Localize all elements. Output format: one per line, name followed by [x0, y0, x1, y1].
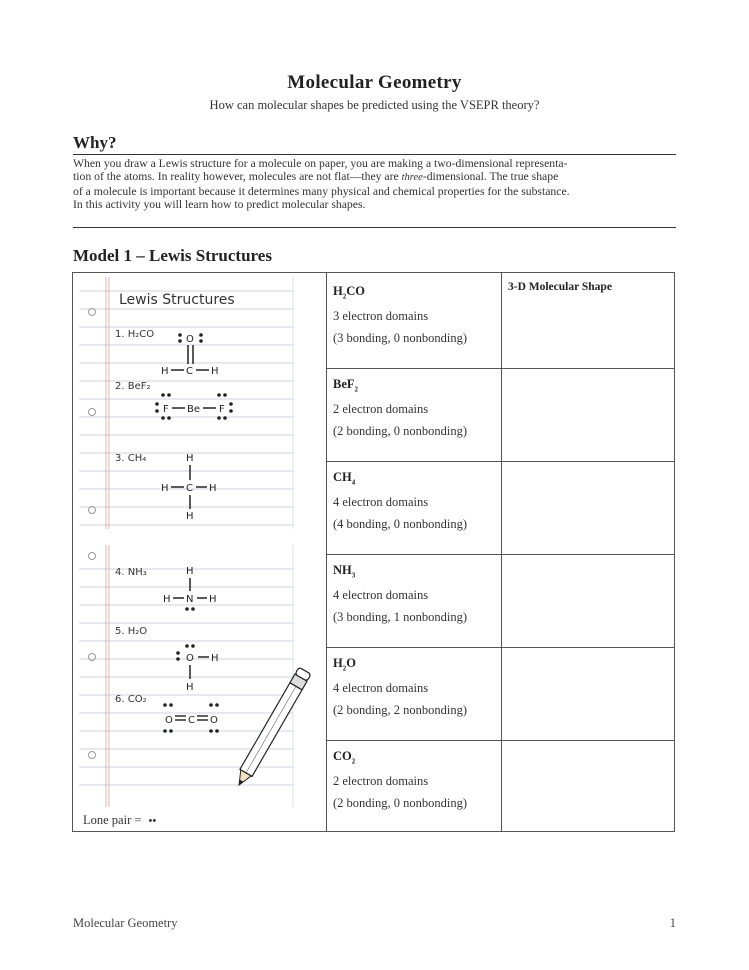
svg-text:H: H	[186, 453, 194, 464]
svg-text:H: H	[211, 366, 219, 377]
svg-text:H: H	[209, 483, 217, 494]
svg-text:O: O	[165, 715, 173, 726]
bonding-detail: (3 bonding, 0 nonbonding)	[333, 330, 468, 345]
lone-pair-label: Lone pair =	[83, 813, 142, 827]
svg-text:H: H	[186, 511, 194, 522]
electron-domains: 2 electron domains	[333, 773, 429, 788]
notebook-item-6: 6. CO₂	[115, 694, 147, 705]
formula: BeF$_2$	[333, 377, 359, 394]
svg-text:H: H	[211, 653, 219, 664]
row-nh3	[333, 562, 503, 628]
why-italic-three: three	[401, 172, 423, 184]
svg-text:Be: Be	[187, 404, 201, 415]
svg-text:O: O	[186, 334, 194, 345]
formula: $CO_2$	[333, 749, 356, 766]
table-divider-1	[326, 273, 327, 831]
row-divider	[326, 461, 674, 462]
why-line-1: When you draw a Lewis structure for a molecule on paper, you are making a two-dimensional representa-	[73, 157, 568, 170]
notebook-title: Lewis Structures	[119, 292, 235, 308]
svg-text:F: F	[219, 404, 225, 415]
why-heading: Why?	[73, 133, 117, 152]
svg-text:H: H	[161, 366, 169, 377]
notebook-item-2: 2. BeF₂	[115, 381, 151, 392]
row-divider	[326, 554, 674, 555]
row-divider	[326, 740, 674, 741]
notebook-item-4: 4. NH₃	[115, 567, 147, 578]
electron-domains: 2 electron domains	[333, 401, 429, 416]
electron-domains: 4 electron domains	[333, 494, 429, 509]
row-h2co	[333, 283, 503, 349]
svg-text:C: C	[188, 715, 195, 726]
row-co2	[333, 748, 503, 814]
notebook-page-lower	[79, 545, 293, 807]
why-line-4: In this activity you will learn how to predict molecular shapes.	[73, 197, 366, 211]
svg-text:O: O	[186, 653, 194, 664]
svg-text:N: N	[186, 594, 194, 605]
electron-domains: 4 electron domains	[333, 587, 429, 602]
row-h2o	[333, 655, 503, 721]
svg-text:F: F	[163, 404, 169, 415]
model-heading: Model 1 – Lewis Structures	[73, 246, 272, 265]
svg-text:O: O	[210, 715, 218, 726]
page-subtitle: How can molecular shapes be predicted using the VSEPR theory?	[209, 98, 540, 112]
why-line-2-text: tion of the atoms. In reality however, molecules are not flat—they are	[73, 170, 402, 184]
page-title: Molecular Geometry	[287, 72, 462, 93]
electron-domains: 4 electron domains	[333, 680, 429, 695]
why-line-3: of a molecule is important because it determines many physical and chemical properties for the substance.	[73, 184, 570, 198]
svg-text:H: H	[209, 594, 217, 605]
bonding-detail: (2 bonding, 0 nonbonding)	[333, 795, 468, 810]
formula: $H_2CO$	[333, 284, 365, 301]
lewis-notebook-illustration	[79, 277, 323, 807]
electron-domains: 3 electron domains	[333, 308, 429, 323]
row-divider	[326, 368, 674, 369]
notebook-item-1: 1. H₂CO	[115, 329, 155, 340]
svg-text:H: H	[161, 483, 169, 494]
lone-pair-legend	[83, 813, 156, 828]
row-bef2	[333, 376, 503, 442]
svg-text:H: H	[186, 682, 194, 693]
why-top-rule	[73, 154, 676, 155]
formula: $NH_3$	[333, 563, 356, 580]
why-line-2	[73, 170, 678, 184]
row-ch4	[333, 469, 503, 535]
row-divider	[326, 647, 674, 648]
why-line-2-rest: -dimensional. The true shape	[422, 170, 559, 184]
page-number: 1	[669, 916, 676, 930]
notebook-item-3: 3. CH₄	[115, 453, 147, 464]
why-bottom-rule	[73, 227, 676, 228]
model-table	[72, 272, 675, 832]
bonding-detail: (2 bonding, 0 nonbonding)	[333, 423, 468, 438]
notebook-item-5: 5. H₂O	[115, 626, 148, 637]
lone-pair-dots-icon: ••	[148, 815, 157, 827]
svg-text:H: H	[186, 566, 194, 577]
bonding-detail: (4 bonding, 0 nonbonding)	[333, 516, 468, 531]
why-paragraph	[73, 157, 678, 211]
bonding-detail: (3 bonding, 1 nonbonding)	[333, 609, 468, 624]
svg-text:C: C	[186, 366, 193, 377]
svg-text:H: H	[163, 594, 171, 605]
bonding-detail: (2 bonding, 2 nonbonding)	[333, 702, 468, 717]
formula: $CH_4$	[333, 470, 356, 487]
footer-title: Molecular Geometry	[73, 916, 178, 930]
formula: $H_2O$	[333, 656, 356, 673]
shape-column-header: 3-D Molecular Shape	[508, 281, 612, 293]
svg-text:C: C	[186, 483, 193, 494]
